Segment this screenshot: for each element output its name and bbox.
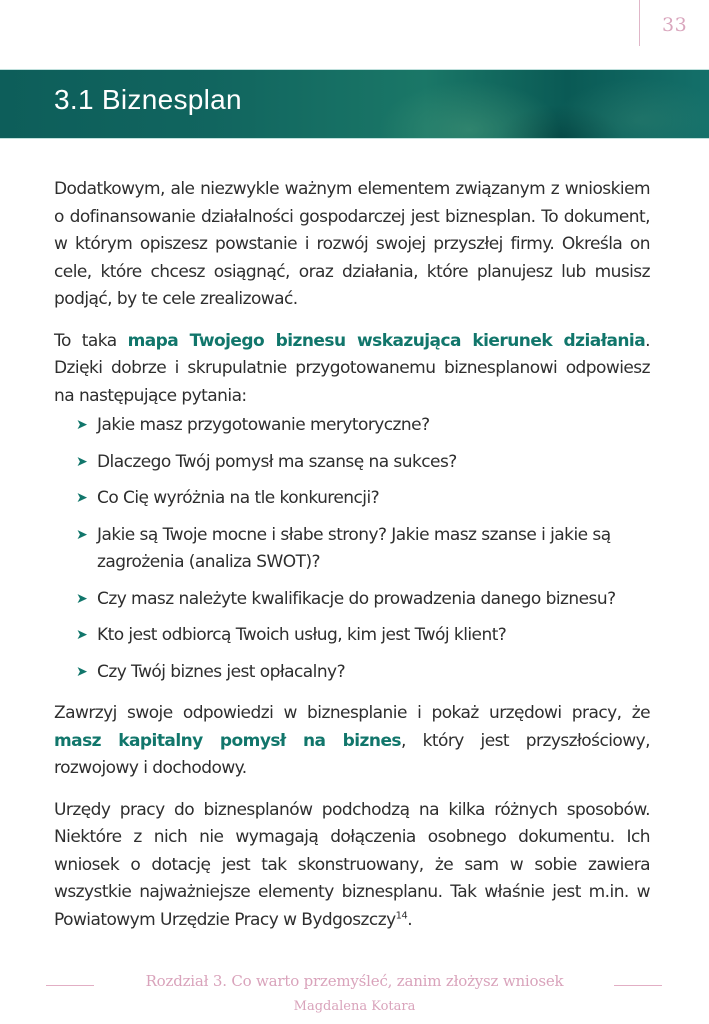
- paragraph-offices-text: Urzędy pracy do biznesplanów podchodzą na kilka różnych sposobów. Niektóre z nich nie wymagają dołączenia osobnego dokumentu. Ich wniosek o dotację jest tak skonstruowany, że sam w sobie zawiera wszystkie najważniejsze elementy biznesplanu. Tak właśnie jest m.in. w Powiatowym Urzędzie Pracy w Bydgoszczy: [54, 799, 650, 930]
- list-item-text: Kto jest odbiorcą Twoich usług, kim jest Twój klient?: [97, 625, 507, 645]
- paragraph-answers: [54, 700, 650, 783]
- list-item-text: Co Cię wyróżnia na tle konkurencji?: [97, 488, 380, 508]
- paragraph-map-text-start: To taka: [54, 330, 128, 351]
- list-item-text: Czy masz należyte kwalifikacje do prowadzenia danego biznesu?: [97, 588, 616, 609]
- footer-author: Magdalena Kotara: [293, 999, 416, 1014]
- chevron-right-icon: ➤: [76, 453, 88, 470]
- list-item: [76, 622, 650, 650]
- paragraph-map-text-end: . Dzięki dobrze i skrupulatnie przygotowanemu biznesplanowi odpowiesz na następujące pytania:: [54, 330, 650, 406]
- list-item-text: Czy Twój biznes jest opłacalny?: [97, 661, 346, 682]
- paragraph-answers-text-end: , który jest przyszłościowy, rozwojowy i dochodowy.: [54, 730, 651, 778]
- chevron-right-icon: ➤: [76, 627, 88, 643]
- questions-list: [54, 412, 650, 686]
- paragraph-map: [54, 328, 650, 411]
- chevron-right-icon: ➤: [76, 590, 88, 607]
- paragraph-offices-end: .: [407, 909, 413, 930]
- page-number: 33: [662, 14, 688, 36]
- list-item: [76, 522, 650, 577]
- list-item: [76, 449, 650, 477]
- section-title: 3.1 Biznesplan: [54, 84, 242, 115]
- paragraph-intro: Dodatkowym, ale niezwykle ważnym elementem związanym z wnioskiem o dofinansowanie działalności gospodarczej jest biznesplan. To dokument, w którym opiszesz powstanie i rozwój swojej przyszłej firmy. Określa on cele, które chcesz osiągnąć, oraz działania, które planujesz lub musisz podjąć, by te cele zrealizować.: [54, 179, 650, 309]
- list-item: [76, 485, 650, 513]
- list-item: [76, 659, 650, 687]
- highlight-capital-idea: masz kapitalny pomysł na biznes: [54, 730, 402, 751]
- chevron-right-icon: ➤: [76, 490, 88, 506]
- list-item-text: Dlaczego Twój pomysł ma szansę na sukces?: [97, 451, 457, 472]
- chevron-right-icon: ➤: [76, 663, 88, 680]
- chevron-right-icon: ➤: [76, 417, 88, 433]
- paragraph-offices: [54, 797, 650, 935]
- section-banner: [0, 69, 709, 139]
- page-number-divider: [639, 0, 640, 46]
- chevron-right-icon: ➤: [76, 526, 88, 543]
- footer-chapter-title: Rozdział 3. Co warto przemyśleć, zanim złożysz wniosek: [145, 972, 564, 990]
- list-item: [76, 586, 650, 614]
- list-item-text: Jakie są Twoje mocne i słabe strony? Jakie masz szanse i jakie są zagrożenia (analiza SWOT)?: [97, 524, 611, 572]
- footnote-ref[interactable]: 14: [395, 909, 408, 921]
- paragraph-answers-text-start: Zawrzyj swoje odpowiedzi w biznesplanie i pokaż urzędowi pracy, że: [54, 703, 650, 723]
- page-content: [54, 176, 650, 948]
- highlight-business-map: mapa Twojego biznesu wskazująca kierunek działania: [127, 330, 646, 351]
- list-item-text: Jakie masz przygotowanie merytoryczne?: [97, 415, 430, 435]
- list-item: [76, 412, 650, 440]
